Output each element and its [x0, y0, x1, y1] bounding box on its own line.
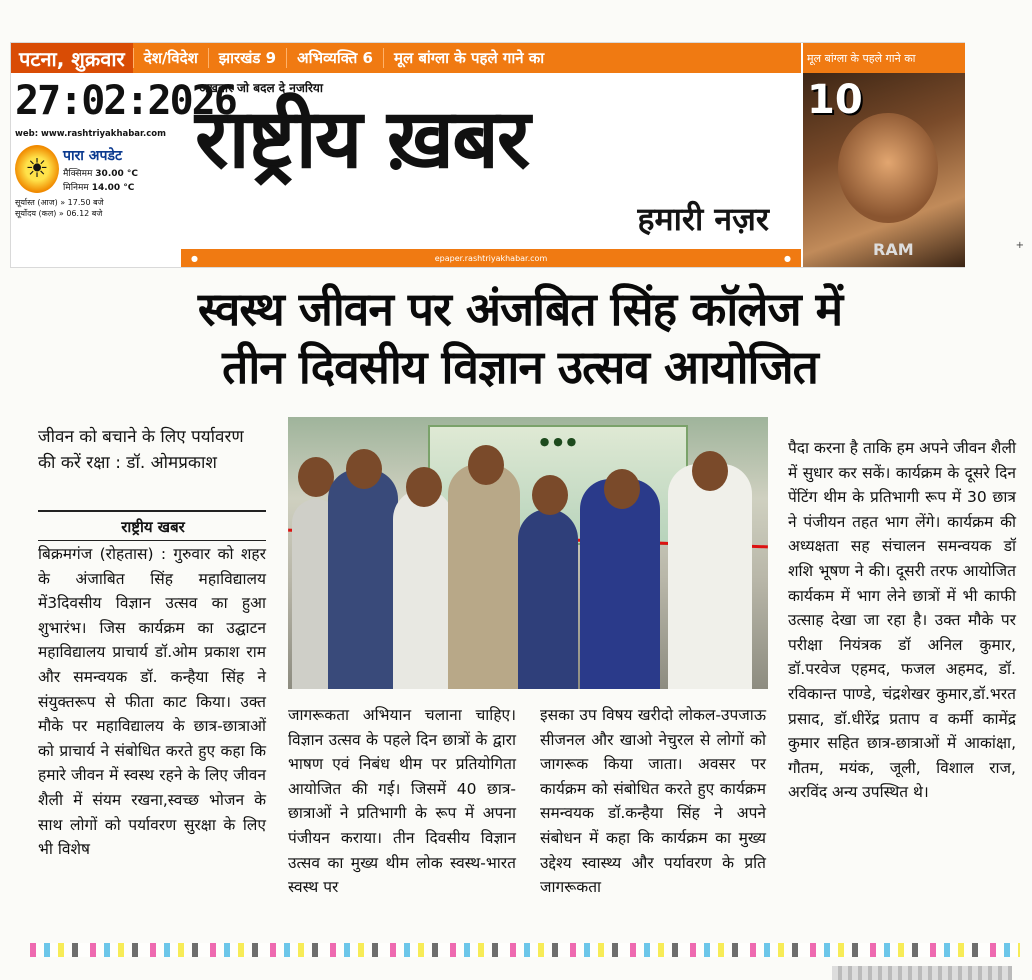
- promo-page-number: 10: [807, 77, 863, 123]
- min-temp: 14.00 °C: [91, 183, 135, 193]
- subheadline: जीवन को बचाने के लिए पर्यावरण की करें रक्षा : डॉ. ओमप्रकाश: [38, 427, 244, 473]
- date-box: [15, 78, 236, 219]
- event-photo: [288, 417, 768, 689]
- issue-date: 27:02:2026: [15, 78, 236, 124]
- para-title: पारा अपडेट: [63, 148, 122, 164]
- top-item[interactable]: मूल बांग्ला के पहले गाने का: [383, 48, 554, 68]
- epaper-link[interactable]: epaper.rashtriyakhabar.com: [434, 253, 548, 263]
- top-item[interactable]: अभिव्यक्ति 6: [286, 48, 383, 68]
- article-column-2: जागरूकता अभियान चलाना चाहिए। विज्ञान उत्सव के पहले दिन छात्रों के द्वारा भाषण एवं निबंध थीम पर प्रतियोगिता आयोजित की गई। जिसमें 40 छात्र-छात्राओं ने प्रतिभागी के रूप में अपना पंजीयन कराया। तीन दिवसीय विज्ञान उत्सव का मुख्य थीम लोक स्वस्थ-भारत स्वस्थ पर: [288, 706, 516, 897]
- info-bar: ● epaper.rashtriyakhabar.com ●: [181, 249, 801, 267]
- sunrise-time: सूर्योदय (कल) » 06.12 बजे: [15, 209, 103, 218]
- footer-strip: [832, 966, 1012, 980]
- sub-logo: हमारी नज़र: [637, 200, 769, 238]
- sunset-time: सूर्यास्त (आज) » 17.50 बजे: [15, 198, 104, 207]
- divider: [38, 540, 266, 541]
- website-url[interactable]: web: www.rashtriyakhabar.com: [15, 129, 166, 139]
- tagline: अखबार जो बदल दे नजरिया: [199, 81, 323, 95]
- newspaper-logo: राष्ट्रीय ख़बर: [195, 91, 529, 187]
- article-column-3: इसका उप विषय खरीदो लोकल-उपजाऊ सीजनल और खाओ नेचुरल से लोगों को जागरूक किया जाता। अवसर पर कार्यक्रम को संबोधित करते हुए कार्यक्रम समन्वयक डॉ.कन्हैया सिंह ने अपने संबोधन में कहा कि कार्यक्रम का मुख्य उद्देश्य स्वास्थ्य और पर्यावरण के प्रति जागरूकता: [540, 706, 766, 897]
- headline: स्वस्थ जीवन पर अंजबित सिंह कॉलेज में तीन दिवसीय विज्ञान उत्सव आयोजित: [197, 282, 843, 394]
- crop-mark: +: [1015, 240, 1024, 251]
- top-item[interactable]: झारखंड 9: [208, 48, 286, 68]
- print-color-marks: [30, 943, 1020, 957]
- byline: राष्ट्रीय खबर: [121, 518, 185, 536]
- article-column-1: बिक्रमगंज (रोहतास) : गुरुवार को शहर के अंजाबित सिंह महाविद्यालय में3दिवसीय विज्ञान उत्सव का हुआ शुभारंभ। जिस कार्यक्रम का उद्घाटन महाविद्यालय प्राचार्य डॉ.ओम प्रकाश राम और समन्वयक डॉ. कन्हैया सिंह ने संयुक्तरूप से फीता काट किया। उक्त मौके पर महाविद्यालय के छात्र-छात्राओं को प्राचार्य ने संबोधित करते हुए कहा कि हमारे जीवन में स्वस्थ रहने के लिए जीवन शैली में संयम रखना,स्वच्छ भोजन के साथ लोगों को पर्यावरण सुरक्षा के लिए भी विशेष: [38, 545, 266, 859]
- masthead: [10, 42, 965, 268]
- max-temp: 30.00 °C: [95, 169, 139, 179]
- top-bar: [11, 43, 801, 73]
- sun-icon: ☀: [15, 145, 59, 193]
- promo-name: RAM: [873, 240, 914, 259]
- temperature-update: ☀ पारा अपडेट मैक्सिमम 30.00 °C मिनिमम 14.00 °C: [15, 145, 181, 193]
- divider: [38, 510, 266, 512]
- city-day: पटना, शुक्रवार: [11, 43, 133, 73]
- event-banner: ● ● ●: [428, 425, 688, 545]
- promo-photo: [838, 113, 938, 223]
- top-item[interactable]: देश/विदेश: [133, 48, 208, 68]
- promo-box[interactable]: मूल बांग्ला के पहले गाने का 10 RAM: [803, 43, 965, 267]
- article-column-4: पैदा करना है ताकि हम अपने जीवन शैली में सुधार कर सकें। कार्यक्रम के दूसरे दिन पेंटिंग थीम के प्रतिभागी रूप में 30 छात्र ने पंजीयन तहत भाग लेंगे। कार्यक्रम की अध्यक्षता सह संचालन समन्वयक डॉ शशि भूषण ने की। दूसरी तरफ आयोजित कार्यकम में भाग लेने छात्रों में भी काफी उत्साह देखा जा रहा है। उक्त मौके पर परीक्षा नियंत्रक डॉ अनिल कुमार, डॉ.परवेज एहमद, फजल अहमद, डॉ. रविकान्त पाण्डे, चंद्रशेखर कुमार,डॉ.भरत प्रसाद, डॉ.धीरेंद्र प्रताप व कर्मी कामेंद्र कुमार सहित छात्र-छात्राओं में आकांक्षा, गौतम, मयंक, जूली, विशाल राज, अरविंद अन्य उपस्थित थे।: [788, 439, 1016, 802]
- logo-area: [189, 79, 799, 249]
